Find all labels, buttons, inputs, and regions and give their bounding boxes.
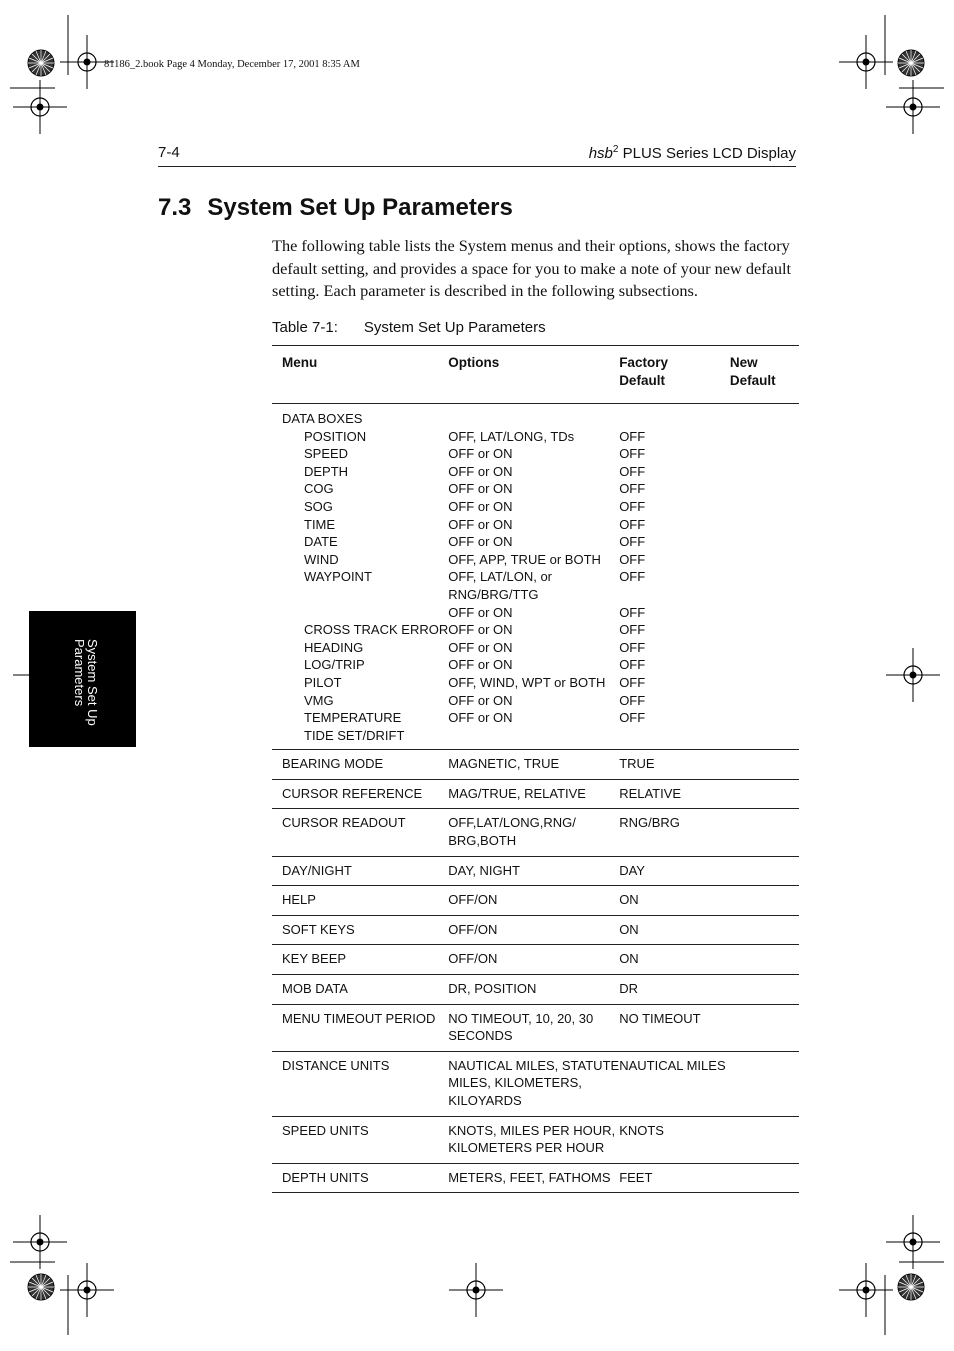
- row-options-line: SECONDS: [448, 1028, 513, 1044]
- row-new-default: [730, 1116, 799, 1163]
- brand-name: hsb: [588, 145, 613, 162]
- data-box-item-options: RNG/BRG/TTG: [448, 586, 539, 602]
- row-options-line: METERS, FEET, FATHOMS: [448, 1169, 611, 1185]
- row-options: [448, 1116, 619, 1163]
- data-box-item-default: OFF: [619, 569, 646, 585]
- table-row: [272, 945, 799, 975]
- row-default-line: ON: [619, 951, 639, 967]
- row-options-line: MILES, KILOMETERS,: [448, 1075, 582, 1091]
- row-factory-default: [619, 809, 730, 856]
- row-options-line: MAG/TRUE, RELATIVE: [448, 785, 586, 801]
- row-new-default: [730, 886, 799, 916]
- row-menu: DISTANCE UNITS: [282, 1057, 390, 1073]
- header-menu: Menu: [282, 355, 318, 370]
- table-row: [272, 779, 799, 809]
- section-number: 7.3: [158, 194, 192, 221]
- row-new-default: [730, 1051, 799, 1116]
- row-menu: SOFT KEYS: [282, 921, 355, 937]
- row-new-default: [730, 945, 799, 975]
- row-menu: CURSOR REFERENCE: [282, 785, 423, 801]
- data-box-item-default: OFF: [619, 428, 646, 444]
- row-factory-default: [619, 975, 730, 1005]
- row-factory-default: [619, 945, 730, 975]
- running-header-title: PLUS Series LCD Display: [618, 145, 796, 162]
- data-box-item-menu: HEADING: [304, 639, 364, 655]
- data-box-item-menu: WIND: [304, 551, 339, 567]
- table-row: [272, 915, 799, 945]
- row-options-line: OFF/ON: [448, 892, 498, 908]
- data-box-item-options: OFF or ON: [448, 639, 513, 655]
- data-box-item-default: OFF: [619, 622, 646, 638]
- row-factory-default: [619, 1004, 730, 1051]
- row-options-line: KNOTS, MILES PER HOUR,: [448, 1122, 616, 1138]
- row-factory-default: [619, 779, 730, 809]
- row-new-default: [730, 915, 799, 945]
- data-box-item-default: OFF: [619, 534, 646, 550]
- row-default-line: ON: [619, 921, 639, 937]
- data-boxes-menu-cell: [272, 404, 448, 750]
- row-default-line: RNG/BRG: [619, 815, 680, 831]
- data-box-item-menu: DEPTH: [304, 463, 349, 479]
- table-row: [272, 750, 799, 780]
- data-box-item-options: OFF or ON: [448, 446, 513, 462]
- row-new-default: [730, 809, 799, 856]
- row-menu: SPEED UNITS: [282, 1122, 369, 1138]
- data-box-item-menu: [282, 604, 448, 622]
- data-box-item-options: OFF or ON: [448, 534, 513, 550]
- data-box-item-default: [619, 586, 730, 604]
- chapter-side-tab: [29, 611, 136, 747]
- header-rule: [158, 166, 796, 167]
- section-title-text: System Set Up Parameters: [207, 194, 513, 221]
- row-default-line: DAY: [619, 862, 645, 878]
- data-box-item-default: OFF: [619, 639, 646, 655]
- table-row: [272, 1163, 799, 1193]
- row-default-line: NO TIMEOUT: [619, 1010, 701, 1026]
- data-box-item-menu: TEMPERATURE: [304, 710, 402, 726]
- row-new-default: [730, 1163, 799, 1193]
- row-options-line: KILOMETERS PER HOUR: [448, 1140, 605, 1156]
- row-new-default: [730, 856, 799, 886]
- data-boxes-options-cell: [448, 404, 619, 750]
- row-options-line: NO TIMEOUT, 10, 20, 30: [448, 1010, 594, 1026]
- data-box-item-menu: PILOT: [304, 674, 342, 690]
- data-box-item-default: [619, 727, 730, 745]
- data-box-item-menu: [282, 586, 448, 604]
- row-menu: KEY BEEP: [282, 951, 347, 967]
- row-options-line: OFF/ON: [448, 921, 498, 937]
- row-menu: CURSOR READOUT: [282, 815, 406, 831]
- page-number: 7-4: [158, 144, 180, 161]
- row-menu: MOB DATA: [282, 981, 348, 997]
- data-box-item-options: OFF or ON: [448, 463, 513, 479]
- table-row: [272, 1004, 799, 1051]
- data-box-item-default: OFF: [619, 604, 646, 620]
- data-box-item-options: OFF or ON: [448, 710, 513, 726]
- row-new-default: [730, 779, 799, 809]
- header-factory-default: [619, 346, 730, 404]
- data-box-item-options: OFF, APP, TRUE or BOTH: [448, 551, 601, 567]
- print-info: 81186_2.book Page 4 Monday, December 17, 2001 8:35 AM: [104, 59, 360, 70]
- header-options: Options: [448, 355, 500, 370]
- row-menu: MENU TIMEOUT PERIOD: [282, 1010, 436, 1026]
- row-new-default: [730, 750, 799, 780]
- data-boxes-row: [272, 404, 799, 750]
- table-caption: [272, 319, 546, 336]
- row-options-line: OFF,LAT/LONG,RNG/: [448, 815, 576, 831]
- row-options: [448, 779, 619, 809]
- row-default-line: KNOTS: [619, 1122, 664, 1138]
- table-row: [272, 809, 799, 856]
- row-default-line: RELATIVE: [619, 785, 682, 801]
- row-options-line: OFF/ON: [448, 951, 498, 967]
- section-title: [158, 194, 513, 222]
- data-box-item-menu: SPEED: [304, 446, 349, 462]
- row-menu: HELP: [282, 892, 316, 908]
- row-options-line: DR, POSITION: [448, 981, 537, 997]
- data-box-item-default: OFF: [619, 498, 646, 514]
- header-factory-line2: Default: [619, 373, 665, 388]
- data-boxes-new-cell: [730, 404, 799, 750]
- data-box-item-menu: SOG: [304, 498, 333, 514]
- data-box-item-options: OFF or ON: [448, 622, 513, 638]
- data-boxes-title: DATA BOXES: [282, 411, 363, 426]
- row-menu: DAY/NIGHT: [282, 862, 352, 878]
- data-box-item-options: OFF, LAT/LON, or: [448, 569, 553, 585]
- row-options: [448, 915, 619, 945]
- row-factory-default: [619, 886, 730, 916]
- intro-paragraph: The following table lists the System menus and their options, shows the factory default setting, and provides a space for you to make a note of your new default setting. Each parameter is described in the following subsections.: [272, 236, 792, 300]
- row-menu: DEPTH UNITS: [282, 1169, 369, 1185]
- data-box-item-default: OFF: [619, 551, 646, 567]
- data-boxes-default-cell: [619, 404, 730, 750]
- data-box-item-default: OFF: [619, 674, 646, 690]
- data-box-item-menu: CROSS TRACK ERROR: [304, 622, 449, 638]
- data-box-item-options: OFF or ON: [448, 481, 513, 497]
- row-options: [448, 1051, 619, 1116]
- data-box-item-default: OFF: [619, 657, 646, 673]
- row-default-line: FEET: [619, 1169, 653, 1185]
- side-tab-line2: Parameters: [72, 639, 87, 707]
- data-box-item-options: OFF, WIND, WPT or BOTH: [448, 674, 606, 690]
- table-row: [272, 975, 799, 1005]
- row-factory-default: [619, 750, 730, 780]
- row-options-line: DAY, NIGHT: [448, 862, 520, 878]
- row-factory-default: [619, 1051, 730, 1116]
- row-options: [448, 809, 619, 856]
- data-box-item-options: OFF or ON: [448, 498, 513, 514]
- data-box-item-options: OFF or ON: [448, 657, 513, 673]
- row-options: [448, 975, 619, 1005]
- table-row: [272, 1051, 799, 1116]
- row-options-line: NAUTICAL MILES, STATUTE: [448, 1057, 620, 1073]
- data-box-item-menu: TIME: [304, 516, 336, 532]
- row-options: [448, 750, 619, 780]
- table-header-row: [272, 346, 799, 404]
- data-box-item-options: OFF, LAT/LONG, TDs: [448, 428, 575, 444]
- row-options-line: MAGNETIC, TRUE: [448, 756, 560, 772]
- row-factory-default: [619, 915, 730, 945]
- table-caption-label: Table 7-1:: [272, 319, 338, 336]
- data-box-item-menu: DATE: [304, 534, 338, 550]
- row-default-line: DR: [619, 981, 638, 997]
- data-box-item-options: [448, 727, 619, 745]
- row-options-line: BRG,BOTH: [448, 833, 517, 849]
- row-factory-default: [619, 856, 730, 886]
- data-box-item-menu: WAYPOINT: [304, 569, 372, 585]
- parameters-table: [272, 345, 799, 1193]
- data-box-item-options: OFF or ON: [448, 604, 513, 620]
- row-options: [448, 886, 619, 916]
- row-menu: BEARING MODE: [282, 756, 384, 772]
- data-box-item-menu: LOG/TRIP: [304, 657, 365, 673]
- header-new-line2: Default: [729, 373, 776, 388]
- row-options: [448, 1004, 619, 1051]
- data-box-item-default: OFF: [619, 481, 646, 497]
- data-box-item-menu: TIDE SET/DRIFT: [304, 727, 405, 743]
- row-options-line: KILOYARDS: [448, 1093, 522, 1108]
- row-default-line: ON: [619, 892, 639, 908]
- row-factory-default: [619, 1116, 730, 1163]
- data-box-item-menu: POSITION: [304, 428, 367, 444]
- side-tab-line1: System Set Up: [85, 639, 100, 726]
- data-box-item-menu: VMG: [304, 692, 334, 708]
- brand-superscript: 2: [612, 144, 619, 155]
- running-header: [589, 144, 796, 162]
- data-box-item-options: OFF or ON: [448, 516, 513, 532]
- data-box-item-options: OFF or ON: [448, 692, 513, 708]
- table-row: [272, 1116, 799, 1163]
- row-options: [448, 945, 619, 975]
- row-new-default: [730, 975, 799, 1005]
- row-options: [448, 1163, 619, 1193]
- data-box-item-menu: COG: [304, 481, 334, 497]
- side-tab-label: [73, 639, 99, 726]
- data-box-item-default: OFF: [619, 692, 646, 708]
- data-box-item-default: OFF: [619, 446, 646, 462]
- header-factory-line1: Factory: [619, 355, 668, 370]
- row-default-line: NAUTICAL MILES: [619, 1057, 726, 1073]
- table-row: [272, 856, 799, 886]
- data-box-item-default: OFF: [619, 463, 646, 479]
- data-box-item-default: OFF: [619, 710, 646, 726]
- table-row: [272, 886, 799, 916]
- header-new-line1: New: [729, 355, 758, 370]
- row-default-line: TRUE: [619, 756, 655, 772]
- data-box-item-default: OFF: [619, 516, 646, 532]
- table-caption-title: System Set Up Parameters: [363, 319, 546, 336]
- row-factory-default: [619, 1163, 730, 1193]
- header-new-default: [730, 346, 799, 404]
- row-options: [448, 856, 619, 886]
- row-new-default: [730, 1004, 799, 1051]
